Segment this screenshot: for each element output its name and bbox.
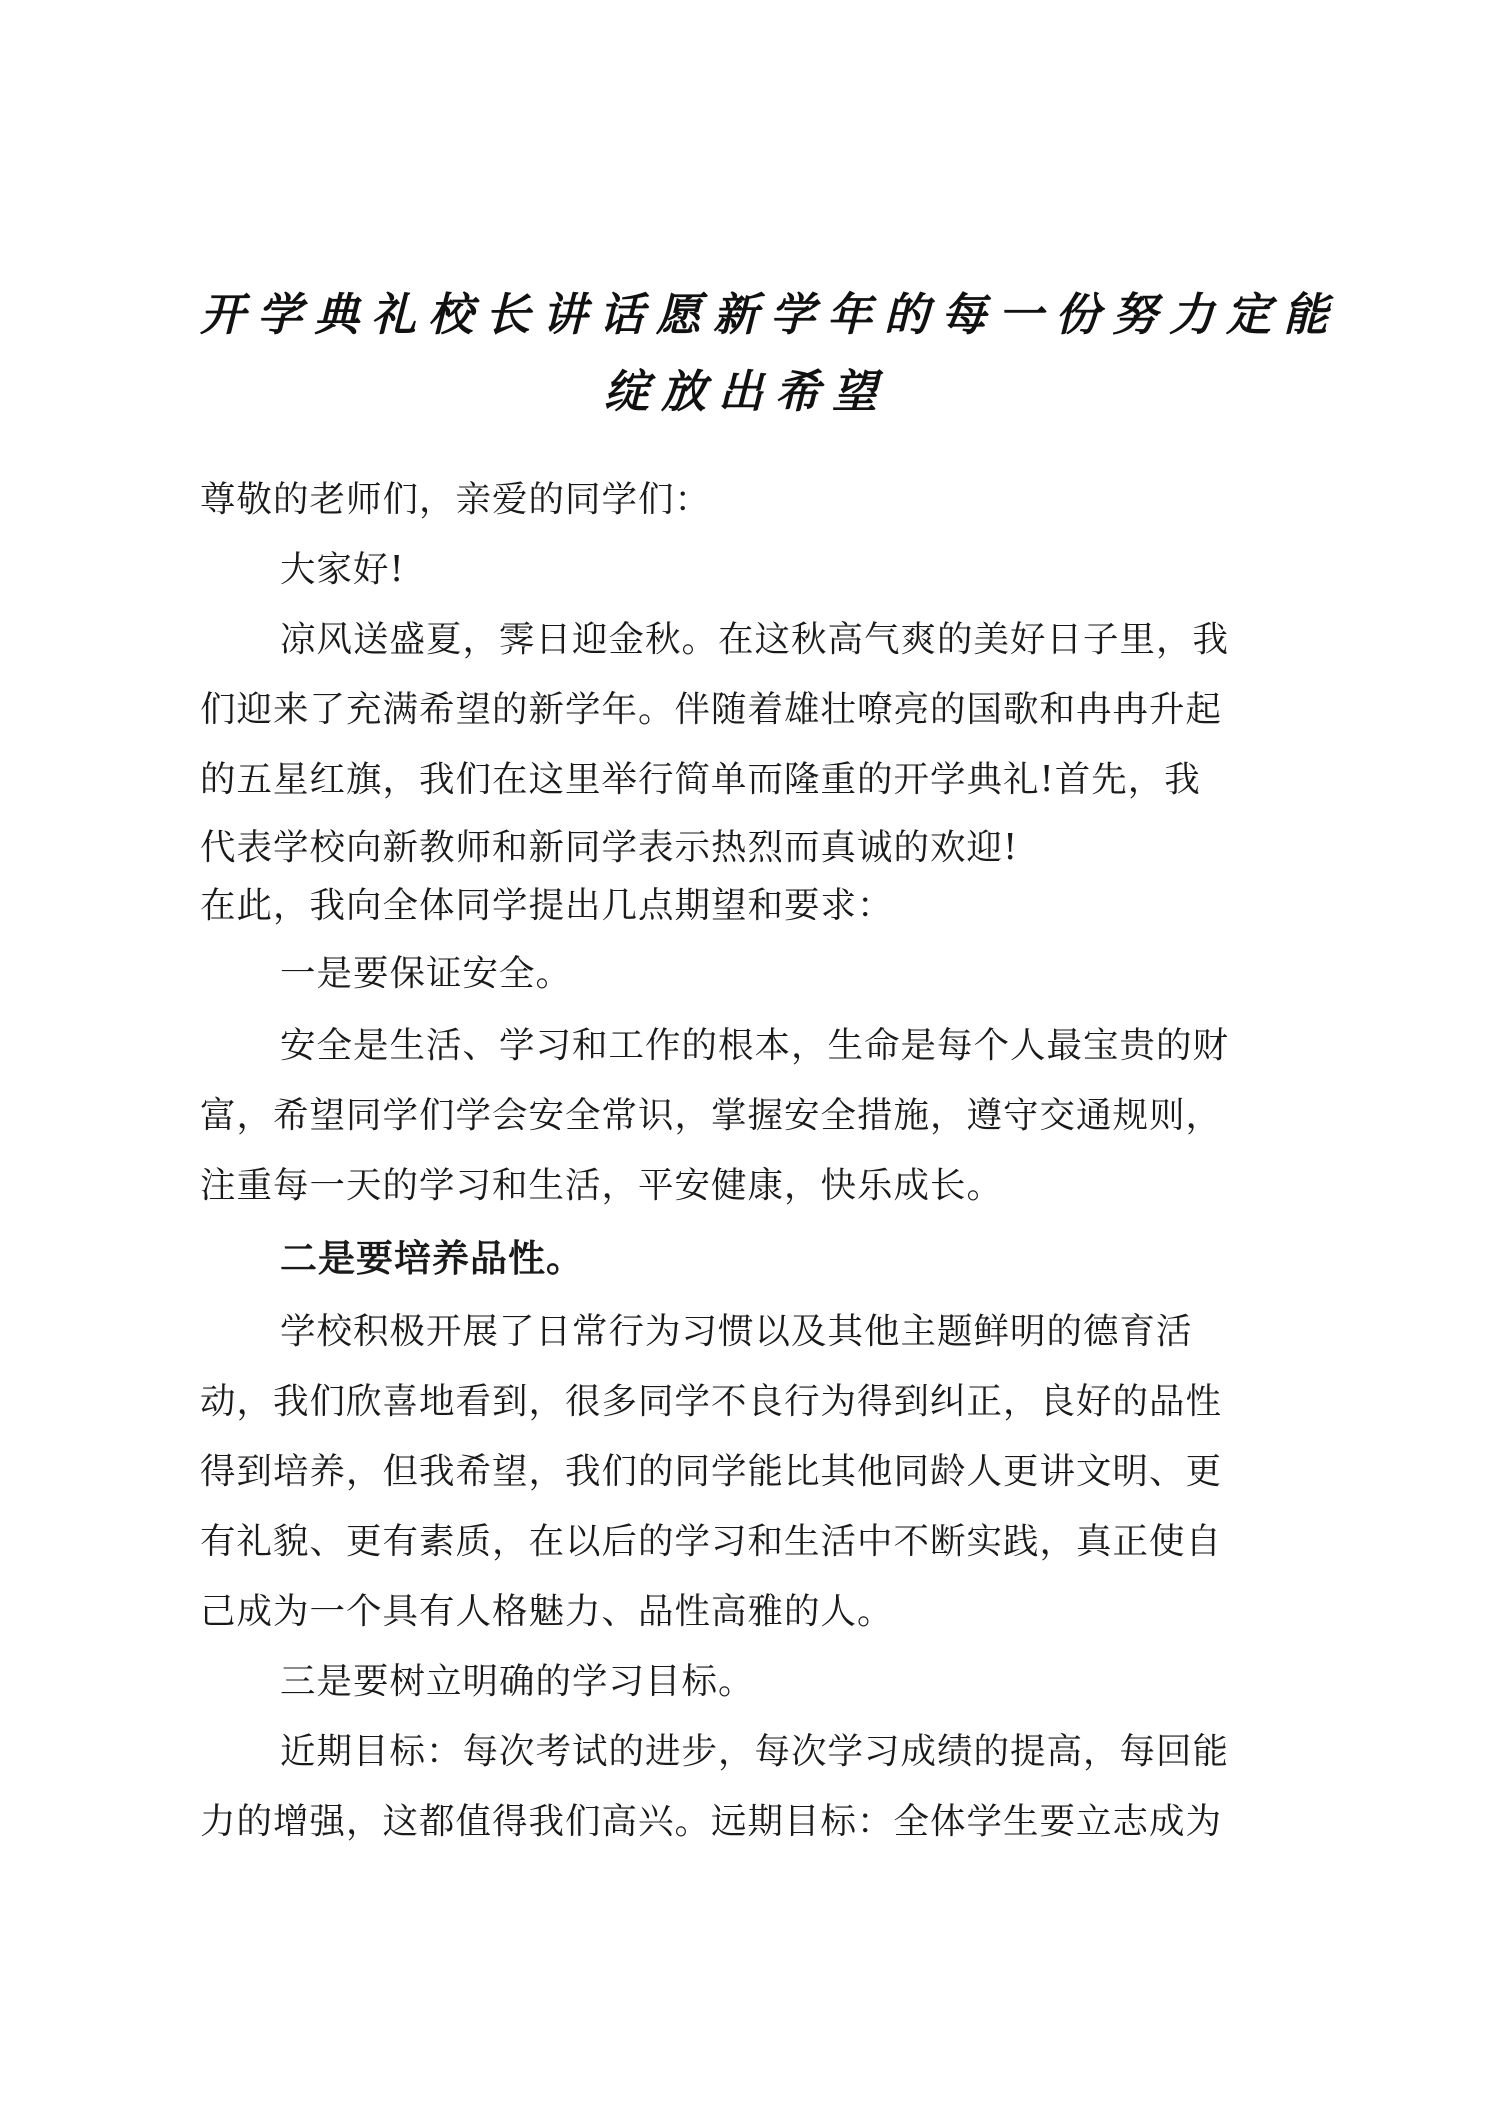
salutation: 尊敬的老师们，亲爱的同学们： (200, 479, 712, 520)
heading-goals: 三是要树立明确的学习目标。 (280, 1661, 755, 1702)
paragraph-3-line: 有礼貌、更有素质，在以后的学习和生活中不断实践，真正使自 (200, 1521, 1223, 1562)
paragraph-3-line: 得到培养，但我希望，我们的同学能比其他同龄人更讲文明、更 (200, 1451, 1223, 1492)
paragraph-2-line: 富，希望同学们学会安全常识，掌握安全措施，遵守交通规则， (200, 1095, 1223, 1136)
heading-safety: 一是要保证安全。 (280, 953, 573, 994)
paragraph-1-line: 代表学校向新教师和新同学表示热烈而真诚的欢迎! (200, 827, 1019, 868)
paragraph-3-line: 己成为一个具有人格魅力、品性高雅的人。 (200, 1591, 894, 1632)
greeting: 大家好! (280, 549, 405, 590)
paragraph-2-line: 注重每一天的学习和生活，平安健康，快乐成长。 (200, 1165, 1004, 1206)
paragraph-4-line: 近期目标：每次考试的进步，每次学习成绩的提高，每回能 (280, 1731, 1230, 1772)
paragraph-1-line: 们迎来了充满希望的新学年。伴随着雄壮嘹亮的国歌和冉冉升起 (200, 689, 1223, 730)
paragraph-1-line: 的五星红旗，我们在这里举行简单而隆重的开学典礼!首先，我 (200, 759, 1201, 800)
paragraph-4-line: 力的增强，这都值得我们高兴。远期目标：全体学生要立志成为 (200, 1801, 1223, 1842)
paragraph-3-line: 动，我们欣喜地看到，很多同学不良行为得到纠正，良好的品性 (200, 1381, 1223, 1422)
heading-character: 二是要培养品性。 (280, 1236, 584, 1280)
paragraph-3-line: 学校积极开展了日常行为习惯以及其他主题鲜明的德育活 (280, 1311, 1193, 1352)
document-title-line-2: 绽放出希望 (603, 365, 889, 418)
paragraph-2-line: 安全是生活、学习和工作的根本，生命是每个人最宝贵的财 (280, 1025, 1230, 1066)
document-title-line-1: 开学典礼校长讲话愿新学年的每一份努力定能 (200, 288, 1341, 341)
paragraph-1-line: 凉风送盛夏，霁日迎金秋。在这秋高气爽的美好日子里，我 (280, 619, 1230, 660)
intro-line: 在此，我向全体同学提出几点期望和要求： (200, 885, 894, 926)
